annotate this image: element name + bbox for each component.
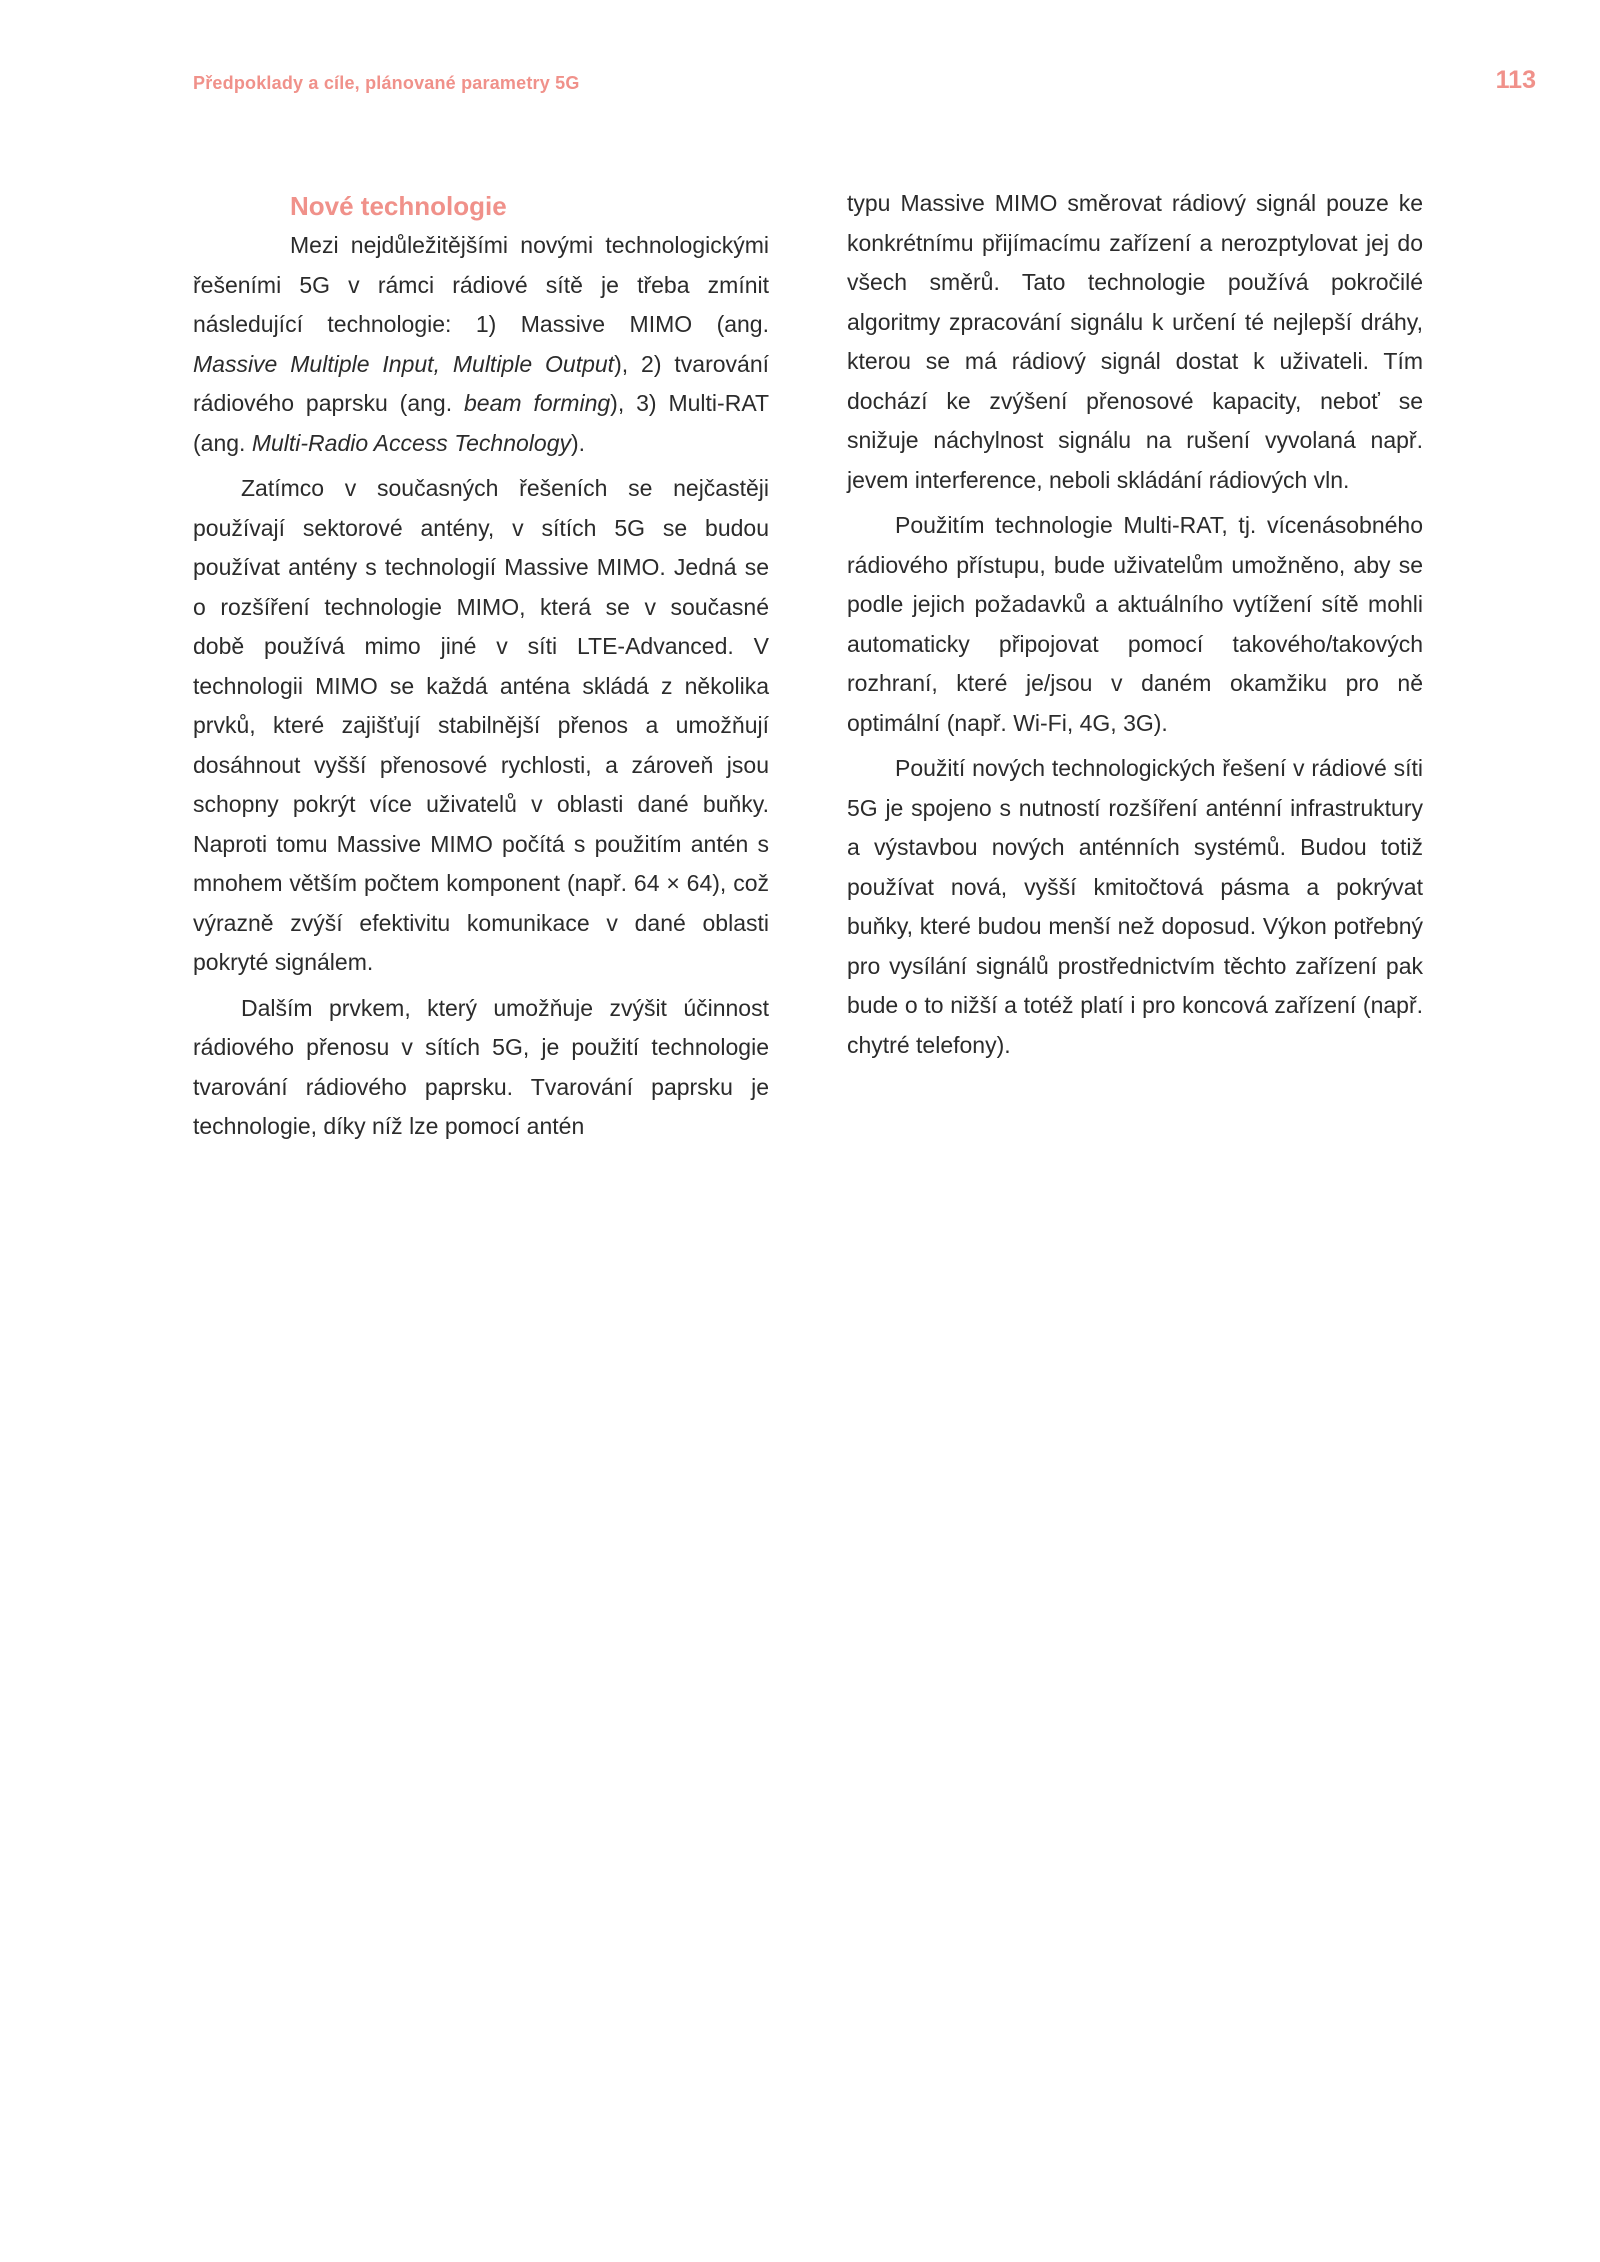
italic-term: Massive Multiple Input, Multiple Output bbox=[193, 350, 615, 377]
paragraph-infrastructure: Použití nových technologických řešení v rádiové síti 5G je spojeno s nutností rozšíření anténní infrastruktury a výstavbou nových anténních systémů. Budou totiž používat nová, vyšší kmitočtová pásma a pokrývat buňky, které budou menší než doposud. Výkon potřebný pro vysílání signálů prostřednictvím těchto zařízení pak bude o to nižší a totéž platí i pro koncová zařízení (např. chytré telefony). bbox=[847, 755, 1423, 1058]
italic-term: beam forming bbox=[464, 390, 611, 416]
paragraph-beamforming: Dalším prvkem, který umožňuje zvýšit účinnost rádiového přenosu v sítích 5G, je použití technologie tvarování rádiového paprsku. Tvarování paprsku je technologie, díky níž lze pomocí antén bbox=[193, 994, 769, 1139]
paragraph-beamforming-continued: typu Massive MIMO směrovat rádiový signál pouze ke konkrétnímu přijímacímu zařízení a nerozptylovat jej do všech směrů. Tato technologie používá pokročilé algoritmy zpracování signálu k určení té nejlepší dráhy, kterou se má rádiový signál dostat k uživateli. Tím dochází ke zvýšení přenosové kapacity, neboť se snižuje náchylnost signálu na rušení vyvolaná např. jevem interference, neboli skládání rádiových vln. bbox=[847, 190, 1423, 493]
section-heading: Nové technologie bbox=[290, 191, 507, 221]
italic-term: Multi-Radio Access Technology bbox=[251, 429, 571, 456]
paragraph-multi-rat: Použitím technologie Multi-RAT, tj. vícenásobného rádiového přístupu, bude uživatelům umožněno, aby se podle jejich požadavků a aktuálního vytížení sítě mohli automaticky připojovat pomocí takového/takových rozhraní, které je/jsou v daném okamžiku pro ně optimální (např. Wi-Fi, 4G, 3G). bbox=[847, 512, 1423, 736]
paragraph-intro bbox=[193, 226, 769, 463]
text-span: Mezi nejdůležitějšími novými technologickými řešeními 5G v rámci rádiové sítě je třeba zmínit následující technologie: 1) Massive MIMO (ang. bbox=[193, 232, 769, 337]
text-span: ), 3) Multi-RAT (ang. bbox=[193, 390, 769, 456]
text-span: ), 2) tvarování rádiového paprsku (ang. bbox=[193, 350, 769, 416]
left-column bbox=[193, 186, 769, 1153]
running-title: Předpoklady a cíle, plánované parametry 5G bbox=[193, 73, 580, 93]
paragraph-massive-mimo: Zatímco v současných řešeních se nejčastěji používají sektorové antény, v sítích 5G se budou používat antény s technologií Massive MIMO. Jedná se o rozšíření technologie MIMO, která se v současné době používá mimo jiné v síti LTE-Advanced. V technologii MIMO se každá anténa skládá z několika prvků, které zajišťují stabilnější přenos a umožňují dosáhnout vyšší přenosové rychlosti, a zároveň jsou schopny pokrýt více uživatelů v oblasti dané buňky. Naproti tomu Massive MIMO počítá s použitím antén s mnohem větším počtem komponent (např. 64 × 64), což výrazně zvýší efektivitu komunikace v dané oblasti pokryté signálem. bbox=[193, 475, 769, 975]
text-span: ). bbox=[571, 429, 586, 456]
right-column bbox=[847, 184, 1423, 1071]
page-number: 113 bbox=[1495, 66, 1536, 94]
